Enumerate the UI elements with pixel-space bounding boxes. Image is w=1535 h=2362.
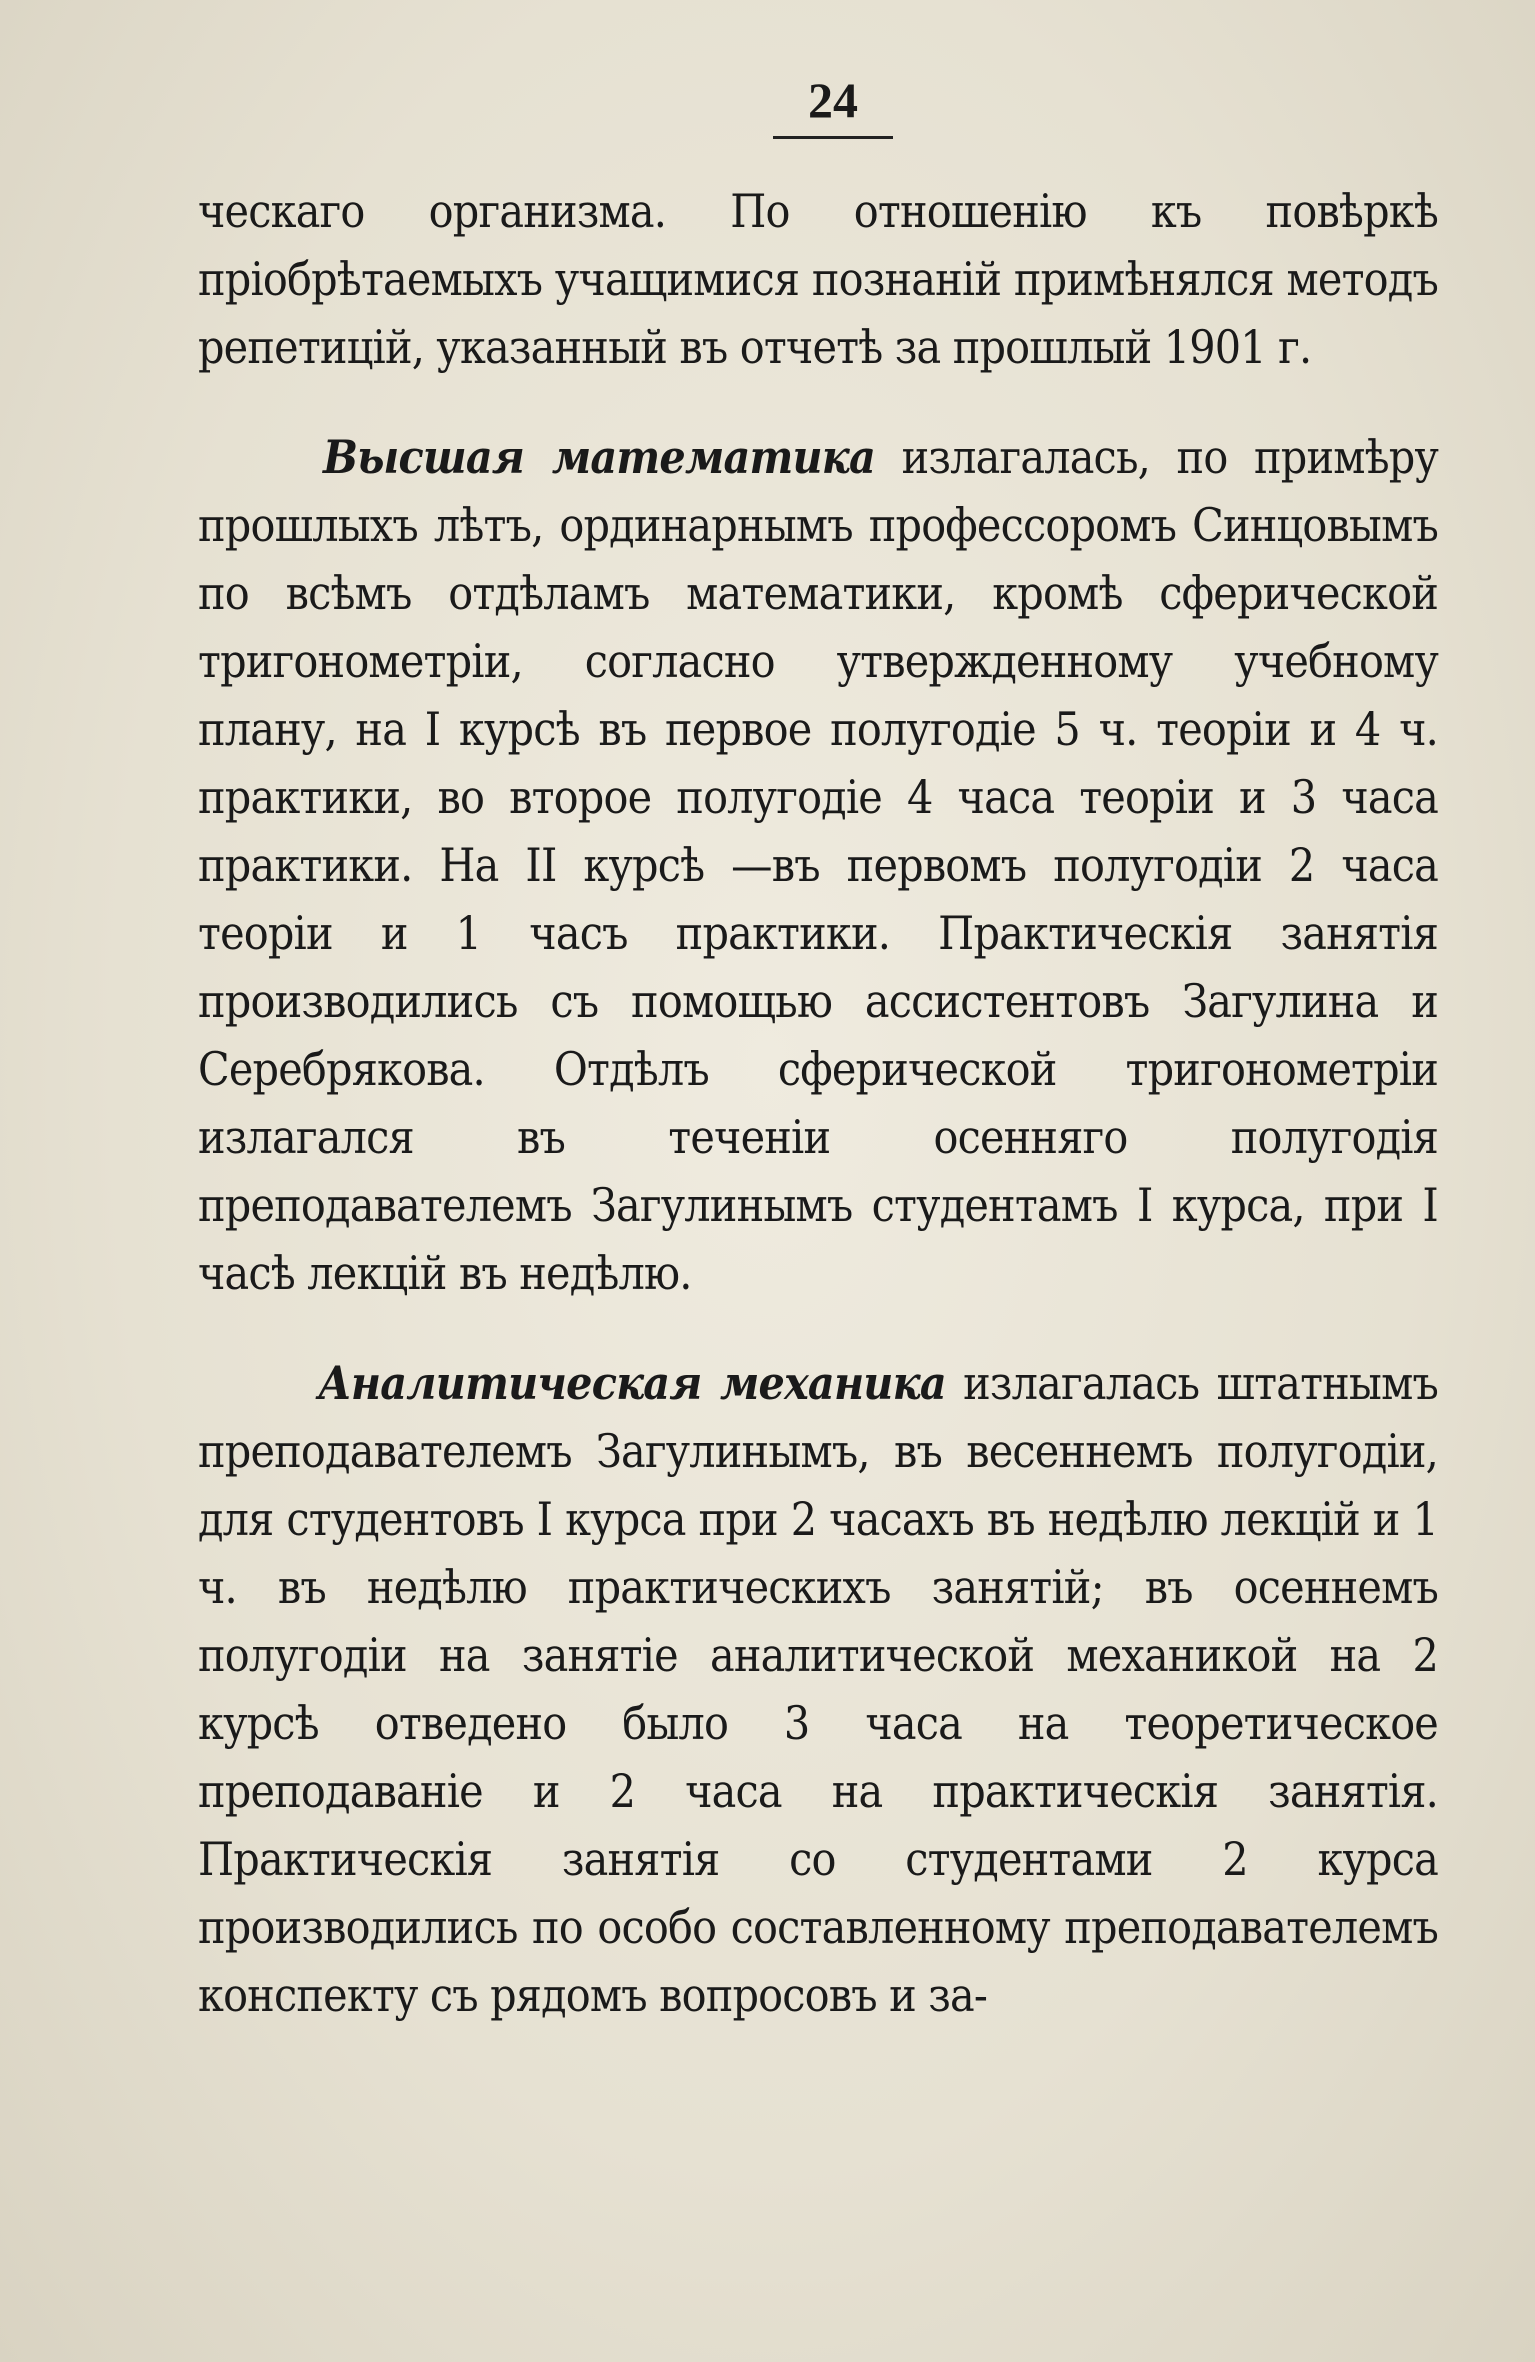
paragraph-text: излагалась штатнымъ преподавателемъ Загулинымъ, въ весеннемъ полугодіи, для студентовъ I курса при 2 часахъ въ недѣлю лекцій и 1 ч. въ недѣлю практическихъ занятій; въ осеннемъ полугодіи на занятіе аналитической механикой на 2 курсѣ отведено было 3 часа на теоретическое преподаваніе и 2 часа на практическія занятія. Практическія занятія со студентами 2 курса производились по особо составленному преподавателемъ конспекту съ рядомъ вопросовъ и за- xyxy=(198,1356,1438,2022)
paragraph-analytical-mechanics xyxy=(198,1349,1438,2029)
section-lead-higher-mathematics: Высшая математика xyxy=(323,430,876,484)
paragraph-text: излагалась, по примѣру прошлыхъ лѣтъ, ординарнымъ профессоромъ Синцовымъ по всѣмъ отдѣламъ математики, кромѣ сферической тригонометріи, согласно утвержденному учебному плану, на I курсѣ въ первое полугодіе 5 ч. теоріи и 4 ч. практики, во второе полугодіе 4 часа теоріи и 3 часа практики. На II курсѣ —въ первомъ полугодіи 2 часа теоріи и 1 часъ практики. Практическія занятія производились съ помощью ассистентовъ Загулина и Серебрякова. Отдѣлъ сферической тригонометріи излагался въ теченіи осенняго полугодія преподавателемъ Загулинымъ студентамъ I курса, при I часѣ лекцій въ недѣлю. xyxy=(198,430,1438,1300)
section-lead-analytical-mechanics: Аналитическая механика xyxy=(318,1356,946,1410)
paragraph-text: ческаго организма. По отношенію къ повѣркѣ пріобрѣтаемыхъ учащимися познаній примѣнялся методъ репетицій, указанный въ отчетѣ за прошлый 1901 г. xyxy=(198,184,1438,374)
page-number-rule xyxy=(773,136,893,139)
book-page xyxy=(198,70,1438,2029)
page-number: 24 xyxy=(808,72,858,128)
paragraph-higher-mathematics xyxy=(198,423,1438,1307)
paragraph-continuation xyxy=(198,177,1438,381)
